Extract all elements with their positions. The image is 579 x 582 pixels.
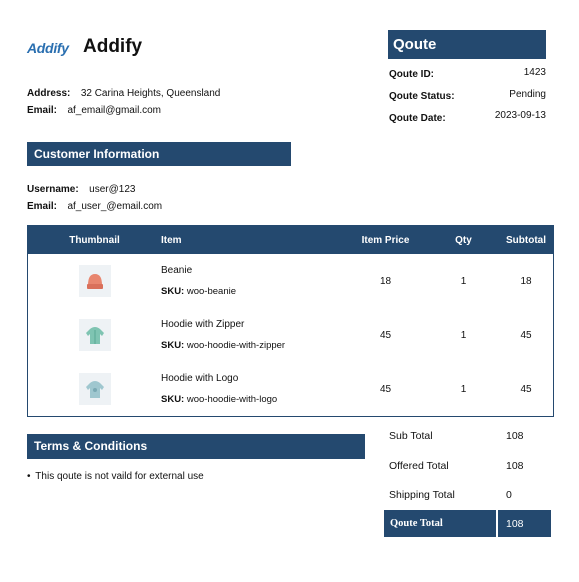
item-cell [161, 308, 343, 362]
quote-total-label: Qoute Total [390, 518, 443, 529]
hoodie-icon [79, 319, 111, 351]
company-email [27, 100, 161, 118]
item-sku: SKU: woo-hoodie-with-zipper [161, 340, 286, 351]
item-name: Hoodie with Logo [161, 373, 239, 384]
item-price-header: Item Price [343, 226, 428, 255]
item-subtotal: 18 [520, 275, 532, 287]
item-sku: SKU: woo-beanie [161, 286, 236, 297]
address-label: Address: [27, 88, 71, 99]
item-price: 45 [379, 383, 392, 395]
item-subtotal: 45 [520, 329, 532, 341]
quote-total-label-cell [384, 510, 496, 537]
item-price: 45 [379, 329, 392, 341]
table-row [28, 362, 554, 417]
item-cell [161, 362, 343, 417]
shipping-total-label: Shipping Total [389, 489, 455, 501]
company-address [27, 83, 220, 101]
username-value: user@123 [89, 184, 136, 195]
quote-status-label: Qoute Status: [389, 91, 455, 102]
item-subtotal: 45 [520, 383, 532, 395]
email-value: af_email@gmail.com [67, 105, 161, 116]
table-row [28, 254, 554, 308]
customer-email-label: Email: [27, 201, 58, 212]
quote-date-label: Qoute Date: [389, 113, 446, 124]
items-table [27, 225, 554, 417]
item-header: Item [161, 226, 343, 255]
sub-total-label: Sub Total [389, 430, 433, 442]
customer-email-value: af_user_@email.com [67, 201, 163, 212]
quote-id-label: Qoute ID: [389, 69, 434, 80]
offered-total-value: 108 [506, 460, 524, 472]
username-label: Username: [27, 184, 79, 195]
email-label: Email: [27, 105, 58, 116]
bullet-icon: • [27, 471, 31, 482]
item-qty: 1 [460, 275, 467, 287]
terms-heading: Terms & Conditions [27, 434, 365, 459]
quote-heading: Qoute [388, 30, 546, 59]
quote-total-value-cell [498, 510, 551, 537]
item-name: Beanie [161, 265, 193, 276]
table-row [28, 308, 554, 362]
brand-name: Addify [83, 36, 143, 57]
thumbnail-header: Thumbnail [28, 226, 162, 255]
thumbnail-cell [28, 254, 162, 308]
quote-date-value: 2023-09-13 [494, 110, 546, 121]
quote-status-value: Pending [509, 89, 546, 100]
item-qty: 1 [460, 383, 467, 395]
quote-total-value: 108 [506, 518, 524, 530]
thumbnail-cell [28, 308, 162, 362]
terms-list [27, 471, 204, 482]
beanie-icon [79, 265, 111, 297]
customer-info-heading: Customer Information [27, 142, 291, 166]
customer-username [27, 179, 135, 197]
terms-item: This qoute is not vaild for external use [35, 471, 204, 482]
customer-email [27, 196, 162, 214]
item-price: 18 [379, 275, 392, 287]
addify-logo: Addify [27, 40, 69, 56]
shipping-total-value: 0 [506, 489, 512, 501]
item-name: Hoodie with Zipper [161, 319, 245, 330]
item-qty: 1 [460, 329, 467, 341]
quote-id-value: 1423 [523, 67, 546, 78]
item-sku: SKU: woo-hoodie-with-logo [161, 394, 278, 405]
item-cell [161, 254, 343, 308]
thumbnail-cell [28, 362, 162, 417]
hoodie-icon [79, 373, 111, 405]
offered-total-label: Offered Total [389, 460, 449, 472]
address-value: 32 Carina Heights, Queensland [80, 88, 221, 99]
table-header-row [28, 226, 554, 255]
sub-total-value: 108 [506, 430, 524, 442]
qty-header: Qty [428, 226, 499, 255]
subtotal-header: Subtotal [499, 226, 554, 255]
